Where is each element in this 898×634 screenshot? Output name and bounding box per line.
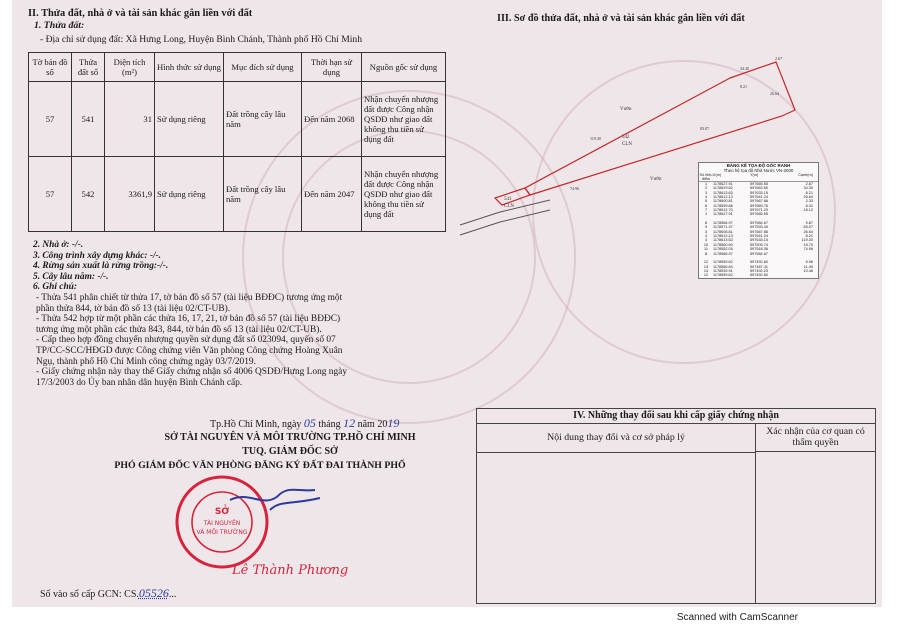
note-line: tương ứng một phần các thửa 843, 844, tờ bản đồ số 13 (tài liệu 02/CT-UB). (36, 324, 322, 335)
coord-cell: 1 (704, 182, 708, 186)
coord-header: X(m) (713, 173, 722, 177)
coord-cell: 597509.74 (750, 242, 768, 247)
coord-cell: 12 (703, 260, 709, 265)
changes-title: IV. Những thay đổi sau khi cấp giấy chứng nhận (477, 409, 875, 424)
land-parcel-table (28, 52, 446, 232)
label-vuon: Vườn (650, 177, 662, 182)
coord-cell: 597584.67 (750, 221, 768, 226)
note-line: Ngụ, thành phố Hồ Chí Minh công chứng ngày 03/7/2019. (36, 356, 256, 367)
notes-block (33, 240, 347, 388)
stamp-word: TÀI NGUYÊN (203, 520, 241, 527)
coord-cell: 1178571.37 (713, 225, 733, 230)
table-header-row (29, 53, 446, 82)
coord-cell: 1178612.13 (713, 195, 733, 200)
note-line: - Cấp theo hợp đồng chuyển nhượng quyền sử dụng đất số 023094, quyển số 07 (36, 335, 336, 346)
item-perennial: 5. Cây lâu năm: -/-. (33, 271, 109, 282)
coord-cell: 8 (704, 221, 708, 226)
changes-col1: Nội dung thay đổi và cơ sở pháp lý (477, 424, 756, 453)
label-cln: CLN (504, 204, 514, 209)
coord-row (699, 273, 818, 277)
label-vuon: Vườn (620, 107, 632, 112)
coord-cell: 1178566.97 (713, 251, 733, 256)
cell-usage-form: Sử dụng riêng (155, 82, 224, 157)
coord-cell (787, 273, 813, 277)
coord-cell: 10 (703, 242, 709, 247)
col-header: Diện tích (m²) (105, 53, 155, 82)
item-forest: 4. Rừng sản xuất là rừng trồng:-/-. (33, 261, 169, 272)
coord-cell: 597641.24 (750, 195, 768, 200)
coord-cell: 8 (704, 251, 708, 256)
col-header: Hình thức sử dụng (155, 53, 224, 82)
coord-cell: 8.21 (805, 190, 813, 195)
coord-cell: 9.87 (805, 221, 813, 226)
coord-cell: 1178552.05 (713, 247, 733, 252)
stamp-word: SỞ (214, 507, 230, 517)
coord-cell: 83.07 (803, 225, 813, 230)
coord-cell: 1178627.91 (713, 182, 733, 186)
cell-area: 3361,9 (105, 157, 155, 232)
coord-cell: 9 (704, 225, 708, 230)
coord-cell: 6.31 (805, 203, 813, 208)
coord-cell: 1178559.62 (713, 273, 733, 278)
coord-cell: 18.70 (803, 242, 813, 247)
date-prefix: Tp.Hồ Chí Minh, ngày (210, 419, 302, 430)
coord-cell: 3 (704, 190, 708, 195)
date-month-word: tháng (318, 419, 341, 430)
gcn-number: 05526 (138, 586, 169, 600)
item-house: 2. Nhà ở: -/-. (33, 240, 84, 250)
coord-cell: 1178539.91 (713, 268, 733, 273)
coord-cell: 597487.41 (750, 264, 768, 269)
note-line: - Thửa 541 phân chiết từ thửa 17, tờ bản đồ số 57 (tài liệu BĐĐC) tương ứng một (36, 292, 343, 303)
coord-cell: 10.46 (803, 268, 813, 273)
note-line: 17/3/2003 do Ủy ban nhân dân huyện Bình Chánh cấp. (36, 377, 243, 388)
coord-cell: 1178599.86 (713, 203, 733, 208)
dim-label: 119.30 (590, 136, 601, 141)
parcel-541-outline (495, 188, 530, 205)
coord-subtitle: Theo hệ tọa độ Nhà Nước VN-2000 (723, 168, 794, 173)
coord-cell: 597641.24 (750, 234, 768, 239)
dim-label: 8.21 (740, 84, 747, 89)
coord-cell: 1178556.84 (713, 264, 733, 269)
gcn-register: Số vào sổ cấp GCN: CS.05526... (40, 586, 177, 600)
col-header: Mục đích sử dụng (224, 53, 302, 82)
note-line: TP/CC-SCC/HĐGD được Công chứng viên Văn phòng Công chứng Hoàng Xuân (36, 345, 343, 356)
coord-cell: 12 (703, 273, 709, 278)
label-cln: CLN (622, 142, 632, 147)
coordinate-table (698, 162, 819, 279)
coord-cell: 1 (704, 212, 708, 217)
cell-purpose: Đất trồng cây lâu năm (224, 82, 302, 157)
note-line: phần thửa 844, tờ bản đồ số 13 (tài liệu 02/CT-UB). (36, 303, 231, 314)
coord-cell: 8.21 (805, 234, 813, 239)
section3-title: III. Sơ đồ thửa đất, nhà ở và tài sản khác gắn liền với đất (497, 13, 745, 24)
coord-rows (699, 182, 818, 278)
coord-cell: 2 (704, 186, 708, 191)
label-541: 541 (504, 197, 512, 202)
coord-cell: 26.64 (803, 195, 813, 200)
coord-cell: 1178629.62 (713, 186, 733, 191)
signer-title: PHÓ GIÁM ĐỐC VĂN PHÒNG ĐĂNG KÝ ĐẤT ĐAI THÀNH PHỐ (114, 460, 406, 471)
column-divider (755, 453, 756, 603)
table-row (29, 157, 446, 232)
date-month: 12 (343, 416, 356, 430)
note-line: - Thửa 542 hợp từ một phần các thửa 16, 17, 21, tờ bản đồ số 57 (tài liệu BĐĐC) (36, 314, 341, 325)
coord-cell: 1178559.62 (713, 260, 733, 265)
coord-cell: 597518.36 (750, 247, 768, 252)
coord-cell: 4 (704, 195, 708, 200)
cell-origin: Nhận chuyển nhượng đất được Công nhận QSDĐ như giao đất không thu tiền sử dụng đất (362, 157, 446, 232)
gcn-label: Số vào sổ cấp GCN: CS. (40, 589, 139, 600)
coord-cell: 1178566.97 (713, 221, 733, 226)
coord-cell: 1178608.81 (713, 229, 733, 234)
coord-cell: 3 (704, 238, 708, 243)
changes-col2: Xác nhận của cơ quan có thẩm quyền (756, 424, 875, 452)
coord-cell: 597667.86 (750, 229, 768, 234)
cell-usage-form: Sử dụng riêng (155, 157, 224, 232)
cell-parcel-no: 542 (72, 157, 105, 232)
coord-cell: 597669.76 (750, 203, 768, 208)
coord-cell: 1178612.13 (713, 234, 733, 239)
dim-label: 83.07 (700, 126, 709, 131)
coord-cell: 597492.60 (750, 260, 768, 265)
section2-title: II. Thửa đất, nhà ở và tài sản khác gắn liền với đất (28, 8, 253, 19)
table-row (29, 82, 446, 157)
coord-cell: 597665.55 (750, 182, 768, 186)
coord-cell: 597663.50 (750, 186, 768, 191)
coord-cell: 2.67 (805, 182, 813, 186)
coord-title: BẢNG KÊ TỌA ĐỘ GÓC RANH (726, 163, 791, 168)
dim-label: 74.96 (570, 186, 579, 191)
coord-cell: 597671.29 (750, 208, 768, 213)
col-header: Thửa đất số (72, 53, 105, 82)
coord-header: Y(m) (750, 173, 759, 177)
coord-header-row (699, 173, 818, 182)
coord-cell: 2.33 (805, 199, 813, 204)
road-line (460, 210, 550, 235)
coord-cell: 11.49 (803, 264, 813, 269)
item-notes-heading: 6. Ghi chú: (33, 282, 78, 293)
stamp-word: VÀ MÔI TRƯỜNG (196, 529, 248, 536)
coord-cell: 74.96 (803, 247, 813, 252)
dim-label: 34.30 (740, 66, 749, 71)
parcel-heading: 1. Thửa đất: (34, 20, 85, 31)
land-address: - Địa chỉ sử dụng đất: Xã Hưng Long, Huyện Bình Chánh, Thành phố Hồ Chí Minh (40, 34, 362, 45)
coord-header: Cạnh(m) (798, 173, 813, 177)
cell-map-sheet: 57 (29, 82, 72, 157)
coord-cell: 11 (704, 247, 708, 252)
coord-cell: 18.12 (803, 208, 813, 213)
handwritten-signature (230, 490, 320, 510)
changes-box (476, 408, 876, 604)
coord-cell: 4 (704, 234, 708, 239)
coord-cell: 1178627.91 (713, 212, 733, 217)
coord-cell: 26.64 (803, 229, 813, 234)
col-header: Nguồn gốc sử dụng (362, 53, 446, 82)
coord-cell: 1178613.63 (713, 238, 733, 243)
coord-cell: 597492.60 (750, 273, 768, 278)
coord-cell: 5 (704, 199, 708, 204)
date-year: 19 (387, 416, 400, 430)
cell-origin: Nhận chuyển nhượng đất được Công nhận QSDĐ như giao đất không thu tiền sử dụng đất (362, 82, 446, 157)
item-construction: 3. Công trình xây dựng khác: -/-. (33, 250, 162, 261)
coord-cell: 14 (703, 268, 709, 273)
coord-cell: 5.96 (805, 260, 813, 265)
coord-cell: 34.30 (803, 186, 813, 191)
cell-term: Đến năm 2068 (302, 82, 362, 157)
coord-cell: 597633.15 (750, 190, 768, 195)
cell-purpose: Đất trồng cây lâu năm (224, 157, 302, 232)
coord-cell: 597584.67 (750, 251, 768, 256)
note-line: - Giấy chứng nhận này thay thế Giấy chứng nhận số 4006 QSDĐ/Hưng Long ngày (36, 367, 348, 378)
date-year-word: năm 20 (357, 419, 388, 430)
coord-cell: 119.30 (801, 238, 813, 243)
issue-date (210, 416, 399, 431)
coord-cell: 597593.40 (750, 225, 768, 230)
cell-area: 31 (105, 82, 155, 157)
coord-cell: 3 (704, 229, 708, 234)
coord-cell: 7 (704, 208, 708, 213)
coord-cell: 597665.55 (750, 212, 768, 217)
cell-parcel-no: 541 (72, 82, 105, 157)
coord-header: Số hiệu điểm (699, 173, 713, 182)
coord-cell: 597667.86 (750, 199, 768, 204)
signer-name: Lê Thành Phương (232, 563, 349, 578)
issuing-org: SỞ TÀI NGUYÊN VÀ MÔI TRƯỜNG TP.HỒ CHÍ MINH (164, 432, 416, 443)
dim-label: 2.67 (775, 56, 782, 61)
coord-cell: 1178612.70 (713, 208, 733, 213)
coord-cell: 1178600.81 (713, 199, 733, 204)
scanner-footer: Scanned with CamScanner (676, 612, 798, 623)
coord-cell: 597492.23 (750, 268, 768, 273)
coord-cell: 1178613.63 (713, 190, 733, 195)
date-day: 05 (303, 416, 316, 430)
label-542: 542 (622, 135, 630, 140)
coord-cell: 597633.15 (750, 238, 768, 243)
coord-cell: 1178560.60 (713, 242, 733, 247)
cell-term: Đến năm 2047 (302, 157, 362, 232)
coord-cell: 13 (703, 264, 709, 269)
dim-label: 26.64 (770, 91, 779, 96)
col-header: Thời hạn sử dụng (302, 53, 362, 82)
col-header: Tờ bản đồ số (29, 53, 72, 82)
coord-cell: 6 (704, 203, 708, 208)
cell-map-sheet: 57 (29, 157, 72, 232)
tuq-line: TUQ. GIÁM ĐỐC SỞ (242, 446, 338, 457)
